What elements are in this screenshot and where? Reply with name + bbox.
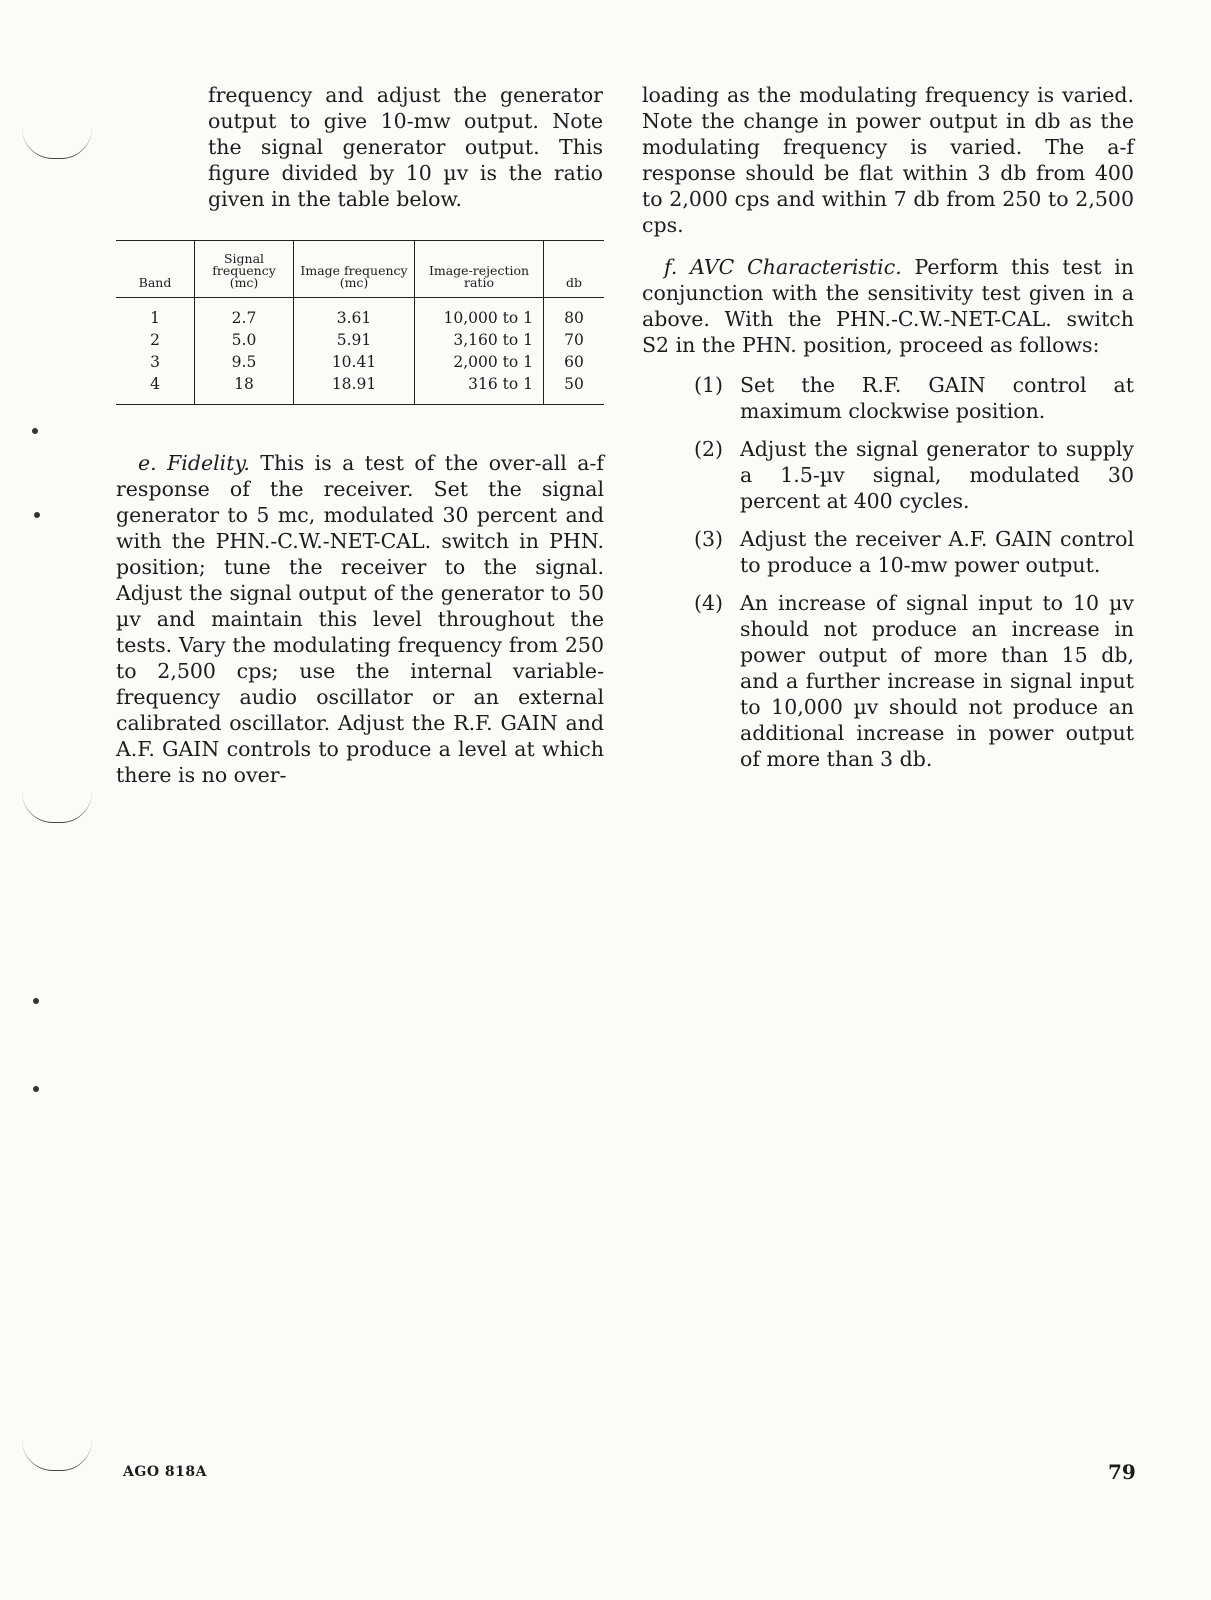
list-item xyxy=(694,526,1134,578)
step-text: Adjust the receiver A.F. GAIN control to produce a 10-mw power output. xyxy=(740,527,1134,577)
cell-image-rejection-ratio: 3,160 to 1 xyxy=(415,329,544,351)
continuation-paragraph: loading as the modulating frequency is varied. Note the change in power output in db as the modulating frequency is varied. The a-f response should be flat within 3 db from 400 to 2,000 cps and within 7 db from 250 to 2,500 cps. xyxy=(642,83,1134,237)
step-text: An increase of signal input to 10 µv should not produce an increase in power output of more than 15 db, and a further increase in signal input to 10,000 µv should not produce an additional increase in power output of more than 3 db. xyxy=(740,591,1134,771)
margin-speck xyxy=(33,998,39,1004)
avc-body: Perform this test in conjunction with the sensitivity test given in a above. With the PHN.-C.W.-NET-CAL. switch S2 in the PHN. position, proceed as follows: xyxy=(642,255,1134,357)
cell-image-frequency: 10.41 xyxy=(294,351,415,373)
cell-image-rejection-ratio: 316 to 1 xyxy=(415,373,544,405)
table-row xyxy=(116,329,604,351)
header-db: db xyxy=(544,241,605,298)
table-row xyxy=(116,373,604,405)
step-number: (4) xyxy=(694,591,724,615)
step-text: Set the R.F. GAIN control at maximum clockwise position. xyxy=(740,373,1134,423)
step-number: (3) xyxy=(694,527,724,551)
cell-signal-frequency: 5.0 xyxy=(195,329,294,351)
cell-db: 60 xyxy=(544,351,605,373)
cell-db: 70 xyxy=(544,329,605,351)
left-column-intro xyxy=(208,82,603,212)
list-item xyxy=(694,590,1134,772)
fidelity-heading: e. Fidelity. xyxy=(138,451,250,475)
cell-image-frequency: 18.91 xyxy=(294,373,415,405)
cell-signal-frequency: 2.7 xyxy=(195,298,294,330)
list-item xyxy=(694,436,1134,514)
right-column xyxy=(642,82,1134,784)
cell-image-frequency: 5.91 xyxy=(294,329,415,351)
cell-db: 80 xyxy=(544,298,605,330)
table-row xyxy=(116,298,604,330)
cell-image-rejection-ratio: 2,000 to 1 xyxy=(415,351,544,373)
page-number: 79 xyxy=(1108,1460,1136,1484)
header-image-rejection-ratio: Image-rejection ratio xyxy=(415,241,544,298)
cell-band: 3 xyxy=(150,353,160,371)
cell-signal-frequency: 9.5 xyxy=(195,351,294,373)
cell-image-frequency: 3.61 xyxy=(294,298,415,330)
binding-hole-mark xyxy=(22,792,92,823)
document-id: AGO 818A xyxy=(123,1464,207,1480)
binding-hole-mark xyxy=(22,128,92,159)
left-column-fidelity xyxy=(116,450,604,788)
margin-speck xyxy=(33,1086,39,1092)
margin-speck xyxy=(32,428,38,434)
cell-signal-frequency: 18 xyxy=(195,373,294,405)
avc-heading: f. AVC Characteristic. xyxy=(664,255,902,279)
cell-band: 4 xyxy=(150,375,160,393)
header-image-frequency: Image frequency (mc) xyxy=(294,241,415,298)
cell-db: 50 xyxy=(544,373,605,405)
intro-paragraph: frequency and adjust the generator output to give 10-mw output. Note the signal generator output. This figure divided by 10 µv is the ratio given in the table below. xyxy=(208,83,603,211)
cell-image-rejection-ratio: 10,000 to 1 xyxy=(415,298,544,330)
table-row xyxy=(116,351,604,373)
step-number: (2) xyxy=(694,437,724,461)
step-text: Adjust the signal generator to supply a 1.5-µv signal, modulated 30 percent at 400 cycles. xyxy=(740,437,1134,513)
list-item xyxy=(694,372,1134,424)
step-number: (1) xyxy=(694,373,724,397)
header-band: Band xyxy=(116,241,195,298)
table-header-row xyxy=(116,241,604,298)
header-signal-frequency: Signal frequency (mc) xyxy=(195,241,294,298)
fidelity-paragraph xyxy=(116,450,604,788)
avc-paragraph xyxy=(642,254,1134,358)
fidelity-body: This is a test of the over-all a-f response of the receiver. Set the signal generator to 5 mc, modulated 30 percent and with the PHN.-C.W.-NET-CAL. switch in PHN. position; tune the receiver to the signal. Adjust the signal output of the generator to 50 µv and maintain this level throughout the tests. Vary the modulating frequency from 250 to 2,500 cps; use the internal variable-frequency audio oscillator or an external calibrated oscillator. Adjust the R.F. GAIN and A.F. GAIN controls to produce a level at which there is no over- xyxy=(116,451,604,787)
cell-band: 2 xyxy=(150,331,160,349)
image-rejection-table xyxy=(116,240,604,405)
margin-speck xyxy=(34,512,40,518)
binding-hole-mark xyxy=(22,1440,92,1471)
procedure-list xyxy=(642,372,1134,772)
cell-band: 1 xyxy=(150,309,160,327)
